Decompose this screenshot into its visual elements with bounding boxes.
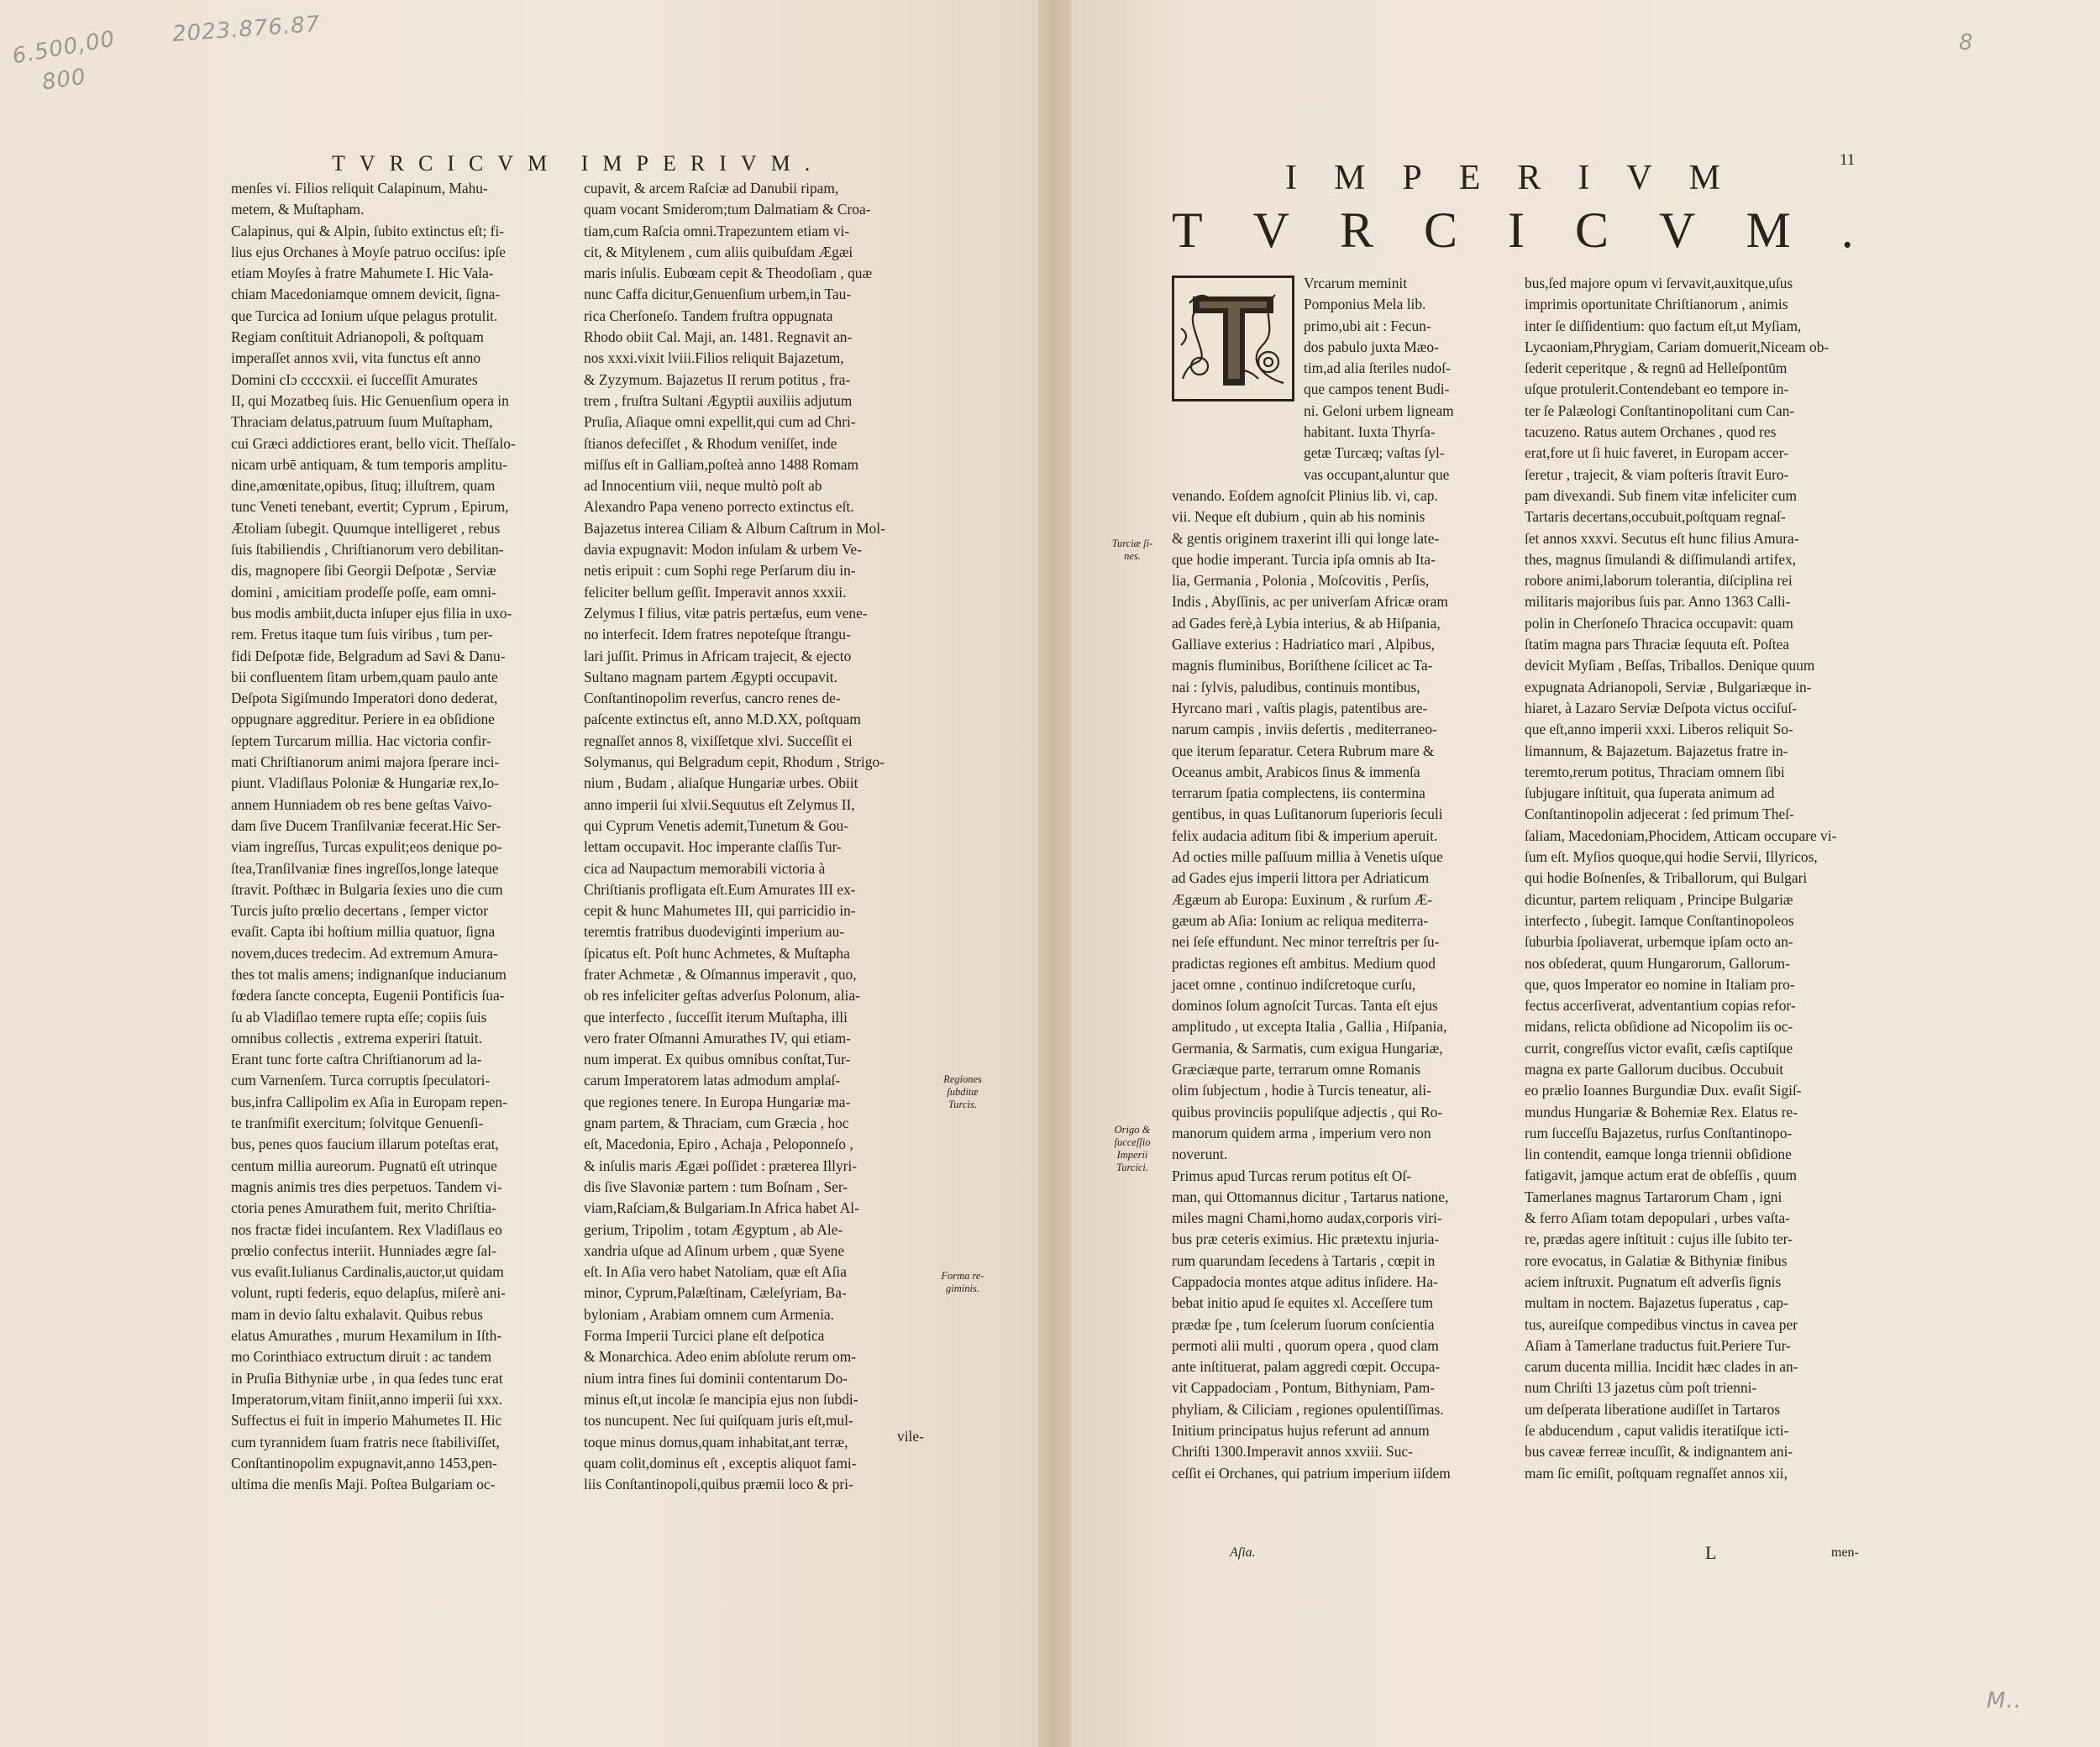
text-line: vas occupant,aluntur que: [1304, 465, 1450, 483]
text-line: Domini cIɔ ccccxxii. ei ſucceſſit Amurates: [231, 370, 478, 388]
text-line: thes tot malis amens; indignanſque inducianum: [231, 965, 507, 983]
text-line: tim,ad alia ſteriles nudoſ-: [1304, 359, 1451, 377]
text-line: num Chriſti 13 jazetus cùm poſt trienni-: [1525, 1379, 1757, 1397]
text-line: Tartaris decertans,occubuit,poſtquam regnaſ-: [1525, 508, 1786, 526]
text-line: aciem inſtruxit. Pugnatum eſt adverſis ſignis: [1525, 1272, 1782, 1290]
text-line: ceſſit ei Orchanes, qui patrium imperium iiſdem: [1172, 1464, 1451, 1482]
text-line: que, quos Imperator eo nomine in Italiam pro-: [1525, 975, 1795, 993]
text-line: netis eripuit : cum Sophi rege Perſarum diu in-: [584, 562, 856, 580]
text-line: ter ſe Palæologi Conſtantinopolitani cum Can-: [1525, 401, 1795, 419]
margin-note-regiones: Regiones ſubditæ Turcis.: [943, 1073, 982, 1110]
text-line: venando. Eoſdem agnoſcit Plinius lib. vi, cap.: [1172, 487, 1438, 504]
text-line: pam divexandi. Sub finem vitæ infeliciter cum: [1525, 486, 1798, 504]
text-line: ſuis ſtabiliendis , Chriſtianorum vero debilitan-: [231, 541, 504, 559]
text-line: lius ejus Orchanes à Moyſe patruo occiſus: ipſe: [231, 243, 506, 260]
text-line: dam ſive Ducem Tranſilvaniæ fecerat.Hic Ser-: [231, 816, 501, 834]
text-line: gæum ab Aſia: Ionium ac reliqua mediterra-: [1172, 911, 1429, 929]
text-line: inter ſe diſſidentium: quo factum eſt,ut Myſiam,: [1525, 317, 1802, 334]
text-line: Bajazetus interea Ciliam & Album Caſtrum in Mol-: [584, 519, 885, 537]
text-line: que Turcica ad Ionium uſque pelagus protulit.: [231, 307, 498, 324]
text-line: magnis fluminibus, Boriſthene ſcilicet ac Ta-: [1172, 657, 1433, 674]
text-line: mam in devio ſaltu exhalavit. Quibus rebus: [231, 1305, 483, 1323]
text-line: & inſulis maris Ægæi poſſidet : præterea Illyri-: [584, 1157, 858, 1174]
text-line: feliciter bellum geſſit. Imperavit annos xxxii.: [584, 583, 847, 601]
text-line: Galliave exterius : Hadriatico mari , Alpibus,: [1172, 636, 1435, 653]
right-column-2: [1525, 273, 1866, 1484]
text-line: Imperatorum,vitam finiit,anno imperii ſui xxx.: [231, 1390, 503, 1408]
text-line: gerium, Tripolim , totam Ægyptum , ab Ale-: [584, 1220, 843, 1238]
pencil-sub-note: 800: [40, 64, 88, 96]
text-line: Ægæum ab Europa: Euxinum , & rurſum Æ-: [1172, 890, 1433, 908]
text-line: Pruſia, Aſiaque omni expellit,qui cum ad Chri-: [584, 413, 856, 431]
right-column-1-foot: Aſia.: [1230, 1545, 1256, 1560]
text-line: fidi Deſpotæ fide, Belgradum ad Savi & Danu-: [231, 647, 506, 664]
text-line: menſes vi. Filios reliquit Calapinum, Mahu-: [231, 180, 488, 197]
text-line: Turcis juſto prœlio decertans , ſemper victor: [231, 902, 489, 920]
text-line: fectus accerſiverat, adventantium copias refor-: [1525, 997, 1796, 1015]
text-line: que regiones tenere. In Europa Hungariæ ma-: [584, 1093, 851, 1110]
text-line: olim ſubjectum , hodie à Turcis teneatur, ali-: [1172, 1082, 1431, 1099]
text-line: piunt. Vladiſlaus Poloniæ & Hungariæ rex,Io-: [231, 774, 499, 792]
text-line: te tranſmiſit exercitum; ſolvitque Genuenſi-: [231, 1115, 484, 1132]
pencil-corner-number: 8: [1959, 30, 1974, 55]
text-line: ſeretur , trajecit, & viam poſteris ſtravit Euro-: [1525, 465, 1789, 483]
text-line: noverunt.: [1172, 1146, 1228, 1163]
text-line: ſpicatus eſt. Poſt hunc Achmetes, & Muſtapha: [584, 944, 850, 962]
text-line: tiam,cum Raſcia omni.Trapezuntem etiam vi-: [584, 222, 850, 239]
text-line: narum campis , inviis deſertis , mediterraneo-: [1172, 721, 1437, 738]
text-line: mam ſic emiſit, poſtquam regnaſſet annos xii,: [1525, 1464, 1788, 1482]
text-line: que campos tenent Budi-: [1304, 380, 1450, 398]
text-line: getæ Turcæq; vaſtas ſyl-: [1304, 444, 1445, 462]
pencil-bottom-mark: M..: [1987, 1688, 2022, 1713]
text-line: man, qui Ottomannus dicitur , Tartarus natione,: [1172, 1188, 1449, 1205]
text-line: Vrcarum meminit: [1304, 275, 1408, 291]
text-line: anno imperii ſui xlvii.Sequutus eſt Zelymus II,: [584, 795, 855, 813]
text-line: minus eſt,ut incolæ ſe mancipia ejus non ſubdi-: [584, 1390, 858, 1408]
text-line: quam colit,dominus eſt , exceptis aliquot fami-: [584, 1454, 857, 1472]
signature-mark: L: [1705, 1542, 1717, 1563]
text-line: frater Achmetæ , & Oſmannus imperavit , quo,: [584, 965, 857, 983]
text-line: dos pabulo juxta Mæo-: [1304, 338, 1439, 355]
text-line: metem, & Muſtapham.: [231, 201, 365, 218]
text-line: militaris majoribus ſuis par. Anno 1363 Calli-: [1525, 593, 1791, 611]
text-line: xandria uſque ad Aſinum urbem , quæ Syene: [584, 1241, 845, 1259]
text-line: teremto,rerum potitus, Thraciam omnem ſibi: [1525, 763, 1785, 780]
text-line: Græciæque parte, terrarum omne Romanis: [1172, 1061, 1421, 1078]
text-line: bii confluentem ſitam urbem,quam paulo ante: [231, 668, 498, 685]
pencil-price-note: 6.500,00: [10, 26, 118, 70]
text-line: ſet annos xxxvi. Secutus eſt hunc filius Amura-: [1525, 529, 1799, 547]
text-line: imperaſſet annos xvii, vita functus eſt anno: [231, 349, 481, 367]
text-line: maris inſulis. Eubœam cepit & Theodoſiam , quæ: [584, 265, 873, 282]
text-line: Chriſtianis profligata eſt.Eum Amurates III ex-: [584, 880, 856, 898]
text-line: Calapinus, qui & Alpin, ſubito extinctus eſt; fi-: [231, 222, 505, 239]
text-line: ad Innocentium viii, neque multò poſt ab: [584, 477, 822, 495]
text-line: cepit & hunc Mahumetes III, qui parricidio in-: [584, 902, 856, 920]
text-line: II, qui Mozatbeq ſuis. Hic Genuenſium opera in: [231, 391, 509, 409]
text-line: & Monarchica. Adeo enim abſolute rerum om-: [584, 1348, 857, 1366]
text-line: re, prædas agere inſtituit : cujus ille ſubito ter-: [1525, 1230, 1793, 1248]
text-line: ſuburbia ſpoliaverat, urbemque ipſam octo an-: [1525, 933, 1793, 951]
text-line: tus, aureiſque compedibus vinctus in cavea per: [1525, 1315, 1798, 1333]
text-line: dis, magnopere ſibi Georgii Deſpotæ , Serviæ: [231, 562, 496, 580]
text-line: eſt, Macedonia, Epiro , Achaja , Peloponneſo ,: [584, 1136, 853, 1153]
text-line: Sultano magnam partem Ægypti occupavit.: [584, 668, 837, 685]
text-line: cum Varnenſem. Turca corruptis ſpeculatori-: [231, 1072, 491, 1089]
text-line: ctoria penes Amurathem fuit, merito Chriſtia-: [231, 1199, 496, 1217]
text-line: nium intra fines ſui dominii contentarum Do-: [584, 1369, 848, 1387]
text-line: dine,amœnitate,opibus, ſituq; illuſtrem, quam: [231, 477, 496, 495]
text-line: currit, congreſſus victor evaſit, cæſis captiſque: [1525, 1039, 1793, 1057]
text-line: vus evaſit.Iulianus Cardinalis,auctor,ut quidam: [231, 1263, 504, 1281]
initial-t-ornament: [1174, 278, 1292, 399]
text-line: ultima die menſis Maji. Poſtea Bulgariam oc-: [231, 1476, 496, 1493]
text-line: nei ſeſe effundunt. Nec minor terreſtris per ſu-: [1172, 933, 1440, 951]
text-line: miſſus eſt in Galliam,poſteà anno 1488 Romam: [584, 455, 858, 473]
text-line: ſtravit. Poſthæc in Bulgaria ſexies uno die cum: [231, 880, 503, 898]
text-line: ſederit ceperitque , & regnū ad Helleſpontūm: [1525, 359, 1788, 377]
text-line: cit, & Mitylenem , cum aliis quibuſdam Ægæi: [584, 243, 853, 260]
text-line: etiam Moyſes à fratre Mahumete I. Hic Vala-: [231, 265, 494, 282]
text-line: nos obſederat, quum Hungarorum, Gallorum-: [1525, 954, 1790, 972]
text-line: erat,fore ut ſi huic faveret, in Europam accer-: [1525, 444, 1788, 462]
text-line: rore evocatus, in Galatiæ & Bithyniæ finibus: [1525, 1251, 1788, 1269]
text-line: nos xxxi.vixit lviii.Filios reliquit Bajazetum,: [584, 349, 844, 367]
text-line: Erant tunc forte caſtra Chriſtianorum ad la-: [231, 1051, 482, 1068]
text-line: ad Gades ferè,à Lybia interius, & ab Hiſpania,: [1172, 614, 1441, 632]
text-line: phyliam, & Ciliciam , regiones opulentiſſimas.: [1172, 1400, 1444, 1418]
text-line: ſubjugare inſtituit, qua ſuperata animum ad: [1525, 784, 1775, 802]
text-line: Solymanus, qui Belgradum cepit, Rhodum , Strigo-: [584, 753, 885, 771]
text-line: & gentis originem traxerint illi qui longe late-: [1172, 529, 1440, 547]
text-line: rum quarundam ſecedens à Tartaris , cœpit in: [1172, 1251, 1436, 1269]
text-line: trem , fruſtra Sultani Ægyptii auxiliis adjutum: [584, 391, 853, 409]
text-line: centum millia aureorum. Pugnatū eſt utrinque: [231, 1157, 497, 1174]
text-line: davia expugnavit: Modon inſulam & urbem Ve-: [584, 541, 863, 559]
text-line: midans, relicta obſidione ad Nicopolim iis oc-: [1525, 1018, 1793, 1036]
margin-note-origo: Origo & ſucceſſio Imperii Turcici.: [1114, 1124, 1151, 1173]
text-line: paſcente extinctus eſt, anno M.D.XX, poſtquam: [584, 711, 861, 728]
text-line: tunc Veneti tenebant, evertit; Cyprum , Epirum,: [231, 498, 509, 516]
text-line: miles magni Chami,homo audax,corporis viri-: [1172, 1209, 1442, 1227]
text-line: Ad octies mille paſſuum millia à Venetis uſque: [1172, 848, 1443, 866]
margin-note-forma: Forma re- giminis.: [941, 1270, 984, 1294]
text-line: mundus Hungariæ & Bohemiæ Rex. Elatus re-: [1525, 1103, 1798, 1120]
text-line: prædæ ſpe , tum ſcelerum ſuorum conſcientia: [1172, 1315, 1435, 1333]
text-line: carum ducenta millia. Incidit hæc clades in an-: [1525, 1358, 1798, 1376]
text-line: ſaliam, Macedoniam,Phocidem, Atticam occupare vi-: [1525, 826, 1837, 844]
text-line: in Pruſia Bithyniæ urbe , in qua ſedes tunc erat: [231, 1369, 503, 1387]
text-line: qui Cyprum Venetis ademit,Tunetum & Gou-: [584, 816, 848, 834]
text-line: devicit Myſiam , Beſſas, Triballos. Denique quum: [1525, 657, 1815, 674]
left-column-1: [231, 178, 571, 1495]
text-line: interfecto , ſubegit. Iamque Conſtantinopoleos: [1525, 911, 1794, 929]
text-line: eſt. In Aſia vero habet Natoliam, quæ eſt Aſia: [584, 1263, 847, 1281]
page-number: 11: [1840, 151, 1856, 169]
text-line: pradictas regiones eſt ambitus. Medium quod: [1172, 954, 1436, 972]
text-line: que hodie imperant. Turcia ipſa omnis ab Ita-: [1172, 550, 1436, 568]
text-line: rum ſucceſſu Bajazetus, rurſus Conſtantinopo-: [1525, 1124, 1793, 1141]
text-line: dicuntur, partem reliquam , Principe Bulgariæ: [1525, 890, 1793, 908]
text-line: no interfecit. Idem fratres nepoteſque ſtrangu-: [584, 626, 851, 643]
text-line: Oceanus ambit, Arabicos ſinus & immenſa: [1172, 763, 1420, 780]
text-line: Thraciam delatus,patruum ſuum Muſtapham,: [231, 413, 493, 431]
text-line: mati Chriſtianorum animi majora ſperare inci-: [231, 753, 500, 771]
text-line: quibus provinciis populiſque adjectis , qui Ro-: [1172, 1103, 1443, 1120]
text-line: nunc Caffa dicitur,Genuenſium urbem,in Tau-: [584, 286, 852, 303]
text-line: Germania, & Sarmatis, cum exigua Hungariæ,: [1172, 1039, 1443, 1057]
catchword: men-: [1831, 1545, 1859, 1560]
text-line: amplitudo , ut excepta Italia , Gallia , Hiſpania,: [1172, 1018, 1447, 1036]
text-line: byloniam , Arabiam omnem cum Armenia.: [584, 1305, 834, 1323]
text-line: habitant. Iuxta Thyrſa-: [1304, 423, 1436, 441]
running-head: TVRCICVM IMPERIVM.: [332, 151, 825, 176]
right-column-1-initial-lines: [1304, 273, 1516, 485]
text-line: felix audacia aditum ſibi & imperium aperuit.: [1172, 826, 1438, 844]
text-line: Alexandro Papa veneno porrecto extinctus eſt.: [584, 498, 854, 516]
text-line: hiaret, à Lazaro Serviæ Deſpota victus occiſuſ-: [1525, 699, 1798, 716]
text-line: Forma Imperii Turcici plane eſt deſpotica: [584, 1327, 825, 1345]
text-line: elatus Amurathes , murum Hexamilum in Iſth-: [231, 1327, 502, 1345]
left-column-2: [584, 178, 930, 1495]
text-line: permoti alii multi , quorum opera , quod clam: [1172, 1336, 1439, 1354]
text-line: domini , amicitiam prodeſſe poſſe, eam omni-: [231, 583, 496, 601]
text-line: nai : ſylvis, paludibus, continuis montibus,: [1172, 678, 1420, 695]
text-line: vero frater Oſmanni Amurathes IV, qui etiam-: [584, 1029, 851, 1047]
text-line: chiam Macedoniamque omnem devicit, ſigna-: [231, 286, 501, 303]
text-line: fœdera ſancte concepta, Eugenii Pontificis ſua-: [231, 987, 505, 1005]
text-line: dis ſive Slavoniæ partem : tum Boſnam , Ser-: [584, 1178, 848, 1195]
text-line: bus caveæ ferreæ incuſſit, & indignantem ani-: [1525, 1443, 1793, 1461]
text-line: Conſtantinopolim reverſus, cancro renes de-: [584, 690, 841, 707]
text-line: terrarum ſpatia complectens, iis contermina: [1172, 784, 1425, 802]
page-title-line-1: IMPERIVM: [1285, 159, 1758, 197]
text-line: robore animi,laborum tolerantia, diſciplina rei: [1525, 572, 1793, 590]
left-column-2-catchword: vile-: [897, 1428, 924, 1445]
text-line: rica Cherſoneſo. Tandem fruſtra oppugnata: [584, 307, 833, 324]
text-line: viam ingreſſus, Turcas expulit;eos denique po-: [231, 838, 502, 856]
text-line: fatigavit, jamque actum erat de obſeſſis , quum: [1525, 1167, 1798, 1184]
text-line: rem. Fretus itaque tum ſuis viribus , tum per-: [231, 626, 493, 643]
text-line: Cappadocia montes atque aditus inſidere. Ha-: [1172, 1272, 1438, 1290]
text-line: eo prælio Ioannes Burgundiæ Dux. evaſit Sigiſ-: [1525, 1082, 1802, 1099]
text-line: expugnata Adrianopoli, Serviæ , Bulgariæque in-: [1525, 678, 1812, 695]
right-column-1: [1172, 485, 1516, 1484]
text-line: bus,ſed majore opum vi ſervavit,auxitque,uſus: [1525, 275, 1793, 291]
text-line: bus præ ceteris eximius. Hic prætextu injuria-: [1172, 1230, 1440, 1248]
text-line: thes, magnus ſimulandi & diſſimulandi artifex,: [1525, 550, 1797, 568]
text-line: ſeptem Turcarum millia. Hac victoria confir-: [231, 732, 491, 749]
text-line: nos fractæ fidei incuſantem. Rex Vladiſlaus eo: [231, 1220, 502, 1238]
text-line: Conſtantinopolim expugnavit,anno 1453,pen-: [231, 1454, 497, 1472]
text-line: Initium principatus hujus referunt ad annum: [1172, 1422, 1430, 1440]
text-line: bus modis ambiit,ducta inſuper ejus filia in uxo-: [231, 604, 512, 622]
text-line: que interfecto , ſucceſſit iterum Muſtapha, illi: [584, 1008, 848, 1026]
text-line: Deſpota Sigiſmundo Imperatori dono dederat,: [231, 690, 498, 707]
text-line: cum tyrannidem ſuam fratris nece ſtabiliviſſet,: [231, 1433, 500, 1451]
text-line: gnam partem, & Thraciam, cum Græcia , hoc: [584, 1115, 849, 1132]
text-line: polin in Cherſoneſo Thracica occupavit: quam: [1525, 614, 1793, 632]
text-line: tos nuncupent. Nec ſui quiſquam juris eſt,mul-: [584, 1412, 853, 1430]
text-line: Pomponius Mela lib.: [1304, 296, 1426, 313]
text-line: vit Cappadociam , Pontum, Bithyniam, Pam-: [1172, 1379, 1436, 1397]
text-line: ſtianos defeciſſet , & Rhodum veniſſet, inde: [584, 434, 837, 452]
text-line: Aſiam à Tamerlane traductus fuit.Periere Tur-: [1525, 1336, 1791, 1354]
text-line: dominos ſolum agnoſcit Turcas. Tanta eſt ejus: [1172, 997, 1438, 1015]
text-line: multam in noctem. Bajazetus ſuperatus , cap-: [1525, 1294, 1788, 1312]
text-line: bebat initio apud ſe equites xl. Acceſſere tum: [1172, 1294, 1434, 1312]
text-line: Rhodo obiit Cal. Maji, an. 1481. Regnavit an-: [584, 328, 853, 346]
text-line: Tamerlanes magnus Tartarorum Cham , igni: [1525, 1188, 1782, 1205]
decorated-initial: [1172, 275, 1294, 401]
margin-note-fines: Turciæ ſi- nes.: [1111, 538, 1153, 562]
text-line: cica ad Naupactum memorabili victoria à: [584, 859, 826, 877]
text-line: regnaſſet annos 8, vixiſſetque xlvi. Succeſſit ei: [584, 732, 853, 749]
text-line: annem Hunniadem ob res bene geſtas Vaivo-: [231, 795, 492, 813]
text-line: num imperat. Ex quibus omnibus conſtat,Tur-: [584, 1051, 851, 1068]
text-line: imprimis oportunitate Chriſtianorum , animis: [1525, 296, 1788, 313]
text-line: ſtea,Tranſilvaniæ fines ingreſſos,longe lateque: [231, 859, 499, 877]
text-line: Zelymus I filius, vitæ patris pertæſus, eum vene-: [584, 604, 868, 622]
text-line: toque minus domus,quam inhabitat,ant terræ,: [584, 1433, 848, 1451]
text-line: jacet omne , continuo indiſcretoque curſu,: [1172, 975, 1416, 993]
pencil-inventory-code: 2023.876.87: [171, 11, 322, 48]
text-line: ſe abducendum , caput validis iteratiſque icti-: [1525, 1422, 1789, 1440]
text-line: ſtatim magna pars Thraciæ ſequuta eſt. Poſtea: [1525, 636, 1790, 653]
text-line: gentibus, in quas Luſitanorum ſuperioris ſeculi: [1172, 805, 1443, 823]
text-line: Ætoliam ſubegit. Quumque intelligeret , rebus: [231, 519, 501, 537]
text-line: bus, penes quos faucium illarum poteſtas erat,: [231, 1136, 499, 1153]
text-line: nicam urbē antiquam, & tum temporis amplitu-: [231, 455, 507, 473]
text-line: ob res infeliciter geſtas adverſus Polonum, alia-: [584, 987, 860, 1005]
page-title-line-2: TVRCICVM.: [1172, 202, 1904, 258]
text-line: manorum quidem arma , imperium vero non: [1172, 1124, 1431, 1141]
book-gutter: [1037, 0, 1071, 1747]
text-line: lettam occupavit. Hoc imperante claſſis Tur-: [584, 838, 842, 856]
text-line: ni. Geloni urbem ligneam: [1304, 401, 1454, 419]
text-line: carum Imperatorem latas admodum amplaſ-: [584, 1072, 841, 1089]
text-line: primo,ubi ait : Fecun-: [1304, 317, 1431, 334]
text-line: que iterum ſeparatur. Cetera Rubrum mare &: [1172, 742, 1435, 759]
text-line: vii. Neque eſt dubium , quin ab his nominis: [1172, 508, 1425, 526]
text-line: Suffectus ei fuit in imperio Mahumetes II. Hic: [231, 1412, 502, 1430]
text-line: minor, Cyprum,Palæſtinam, Cæleſyriam, Ba-: [584, 1284, 847, 1302]
text-line: prœlio confectus interiit. Hunniades ægre ſal-: [231, 1241, 496, 1259]
text-line: cupavit, & arcem Raſciæ ad Danubii ripam,: [584, 180, 839, 197]
text-line: que eſt,anno imperii xxxi. Liberos reliquit So-: [1525, 721, 1793, 738]
text-line: Hyrcano mari , vaſtis plagis, patentibus are-: [1172, 699, 1428, 716]
text-line: & Zyzymum. Bajazetus II rerum potitus , fra-: [584, 370, 851, 388]
text-line: bus,infra Callipolim ex Aſia in Europam repen-: [231, 1093, 507, 1110]
text-line: Chriſti 1300.Imperavit annos xxviii. Suc-: [1172, 1443, 1413, 1461]
text-line: ante inſtituerat, palam aggredi cœpit. Occupa-: [1172, 1358, 1441, 1376]
text-line: liis Conſtantinopoli,quibus præmii loco & pri-: [584, 1476, 853, 1493]
text-line: ſu ab Vladiſlao temere rupta eſſe; copiis ſuis: [231, 1008, 487, 1026]
text-line: nium , Budam , aliaſque Hungariæ urbes. Obiit: [584, 774, 858, 792]
text-line: novem,duces tredecim. Ad extremum Amura-: [231, 944, 498, 962]
text-line: & ferro Aſiam totam depopulari , urbes vaſta-: [1525, 1209, 1790, 1227]
text-line: cui Græci addictiores erant, bello vicit. Theſſalo-: [231, 434, 516, 452]
text-line: evaſit. Capta ibi hoſtium millia quatuor, ſigna: [231, 923, 496, 941]
text-line: ſum eſt. Myſios quoque,qui hodie Servii, Illyricos,: [1525, 848, 1818, 866]
text-line: teremtis fratribus duodeviginti imperium au-: [584, 923, 845, 941]
text-line: oppugnare aggreditur. Periere in ea obſidione: [231, 711, 495, 728]
text-line: magnis animis tres dies perpetuos. Tandem vi-: [231, 1178, 502, 1195]
text-line: limannum, & Bajazetum. Bajazetus fratre in-: [1525, 742, 1788, 759]
text-line: lia, Germania , Polonia , Moſcovitis , Perſis,: [1172, 572, 1430, 590]
text-line: Indis , Abyſſinis, ac per univerſam Africæ oram: [1172, 593, 1448, 611]
text-line: mo Corinthiaco extructum diruit : ac tandem: [231, 1348, 492, 1366]
text-line: magna ex parte Gallorum ducibus. Occubuit: [1525, 1060, 1784, 1078]
text-line: Lycaoniam,Phrygiam, Cariam domuerit,Niceam ob-: [1525, 338, 1830, 355]
text-line: tacuzeno. Ratus autem Orchanes , quod res: [1525, 423, 1777, 441]
text-line: uſque protulerit.Contendebant eo tempore in-: [1525, 380, 1789, 398]
text-line: ad Gades ejus imperii littora per Adriaticum: [1172, 869, 1430, 887]
text-line: viam,Raſciam,& Bulgariam.In Africa habet Al-: [584, 1199, 859, 1217]
text-line: omnibus collectis , extrema experiri ſtatuit.: [231, 1029, 482, 1047]
text-line: Conſtantinopolin adjecerat : ſed primum Theſ-: [1525, 805, 1794, 823]
text-line: lari juſſit. Primus in Africam trajecit, & ejecto: [584, 647, 852, 664]
text-line: lin contendit, eamque longa triennii obſidione: [1525, 1146, 1792, 1163]
text-line: um deſperata liberatione audiſſet in Tartaros: [1525, 1400, 1781, 1418]
text-line: qui hodie Boſnenſes, & Triballorum, qui Bulgari: [1525, 869, 1808, 887]
text-line: quam vocant Smiderom;tum Dalmatiam & Croa-: [584, 201, 871, 218]
text-line: Regiam conſtituit Adrianopoli, & poſtquam: [231, 328, 484, 346]
text-line: Primus apud Turcas rerum potitus eſt Oſ-: [1172, 1167, 1412, 1184]
text-line: volunt, rupti federis, equo delapſus, miſerè ani-: [231, 1284, 506, 1302]
